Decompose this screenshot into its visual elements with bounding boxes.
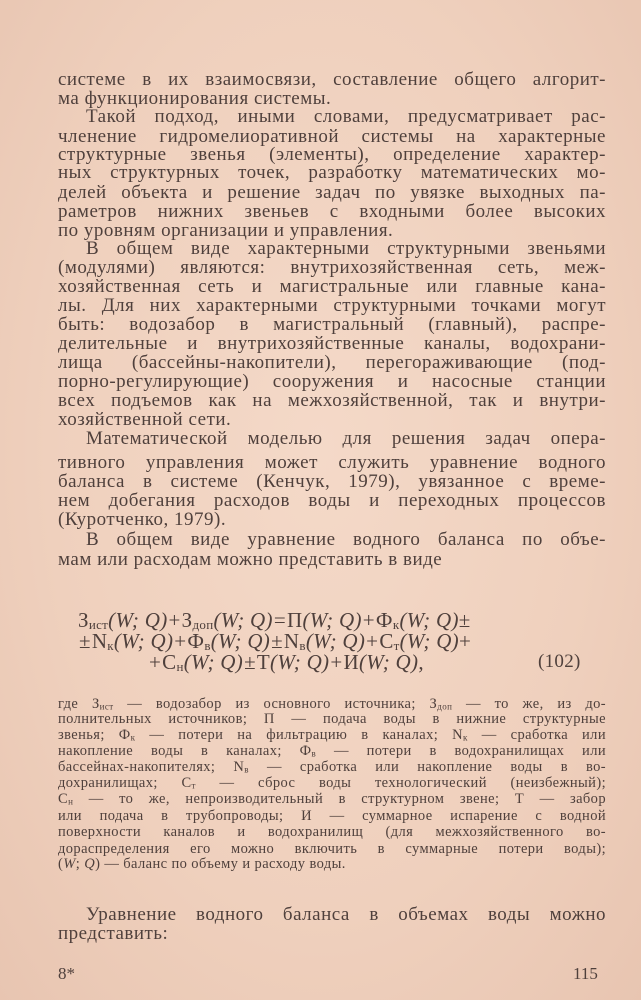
symbol: Т — [256, 650, 271, 674]
operator: + — [366, 629, 379, 653]
body-text-line: представить: — [58, 923, 169, 944]
body-text-line: лы. Для них характерными структурными точками могут — [58, 295, 606, 316]
arguments: (W; Q) — [213, 608, 273, 632]
operator: ± — [458, 608, 471, 632]
subscript: к — [107, 637, 114, 653]
operator: ± — [79, 629, 91, 653]
footnote-line: дораспределения его можно включить в суммарные потери воды); — [58, 841, 606, 857]
page-number: 115 — [573, 964, 598, 983]
operator: + — [174, 629, 187, 653]
body-text-line: быть: водозабор в магистральный (главный), распре- — [58, 314, 606, 335]
symbol: N — [91, 629, 108, 653]
body-text-line: Математической моделью для решения задач опера- — [86, 428, 606, 449]
body-text-line: членение гидромелиоративной системы на характерные — [58, 126, 606, 147]
arguments: (W; Q) — [270, 650, 330, 674]
subscript: доп — [192, 616, 214, 632]
arguments: (W; Q) — [302, 608, 362, 632]
arguments: (W; Q) — [108, 608, 168, 632]
body-text-line: раметров нижних звеньев с входными более высоких — [58, 201, 606, 222]
subscript: в — [299, 637, 306, 653]
body-text-line: лища (бассейны-накопители), перегораживающие (под- — [58, 352, 606, 373]
operator: + — [330, 650, 343, 674]
operator: , — [418, 650, 424, 674]
operator: + — [149, 650, 162, 674]
body-text-line: (модулями) являются: внутрихозяйственная сеть, меж- — [58, 257, 606, 278]
symbol: С — [379, 629, 394, 653]
footnote-line: звенья; $Ф_к$ — потери на фильтрацию в каналах; $N_к$ — сработка или — [58, 727, 606, 743]
body-text-line: структурные звенья (элементы), определение характер- — [58, 144, 606, 165]
subscript: в — [204, 637, 211, 653]
symbol: З — [181, 608, 193, 632]
body-text-line: делительные и внутрихозяйственные каналы, водохрани- — [58, 333, 606, 354]
body-text-line: В общем виде характерными структурными звеньями — [86, 238, 606, 259]
operator: = — [273, 608, 286, 632]
operator: + — [458, 629, 472, 653]
arguments: (W; Q) — [183, 650, 244, 674]
operator: + — [168, 608, 181, 632]
footnote-line: бассейнах-накопителях; $N_в$ — сработка или накопление воды в во- — [58, 759, 606, 775]
symbol: С — [162, 650, 177, 674]
symbol: N — [283, 629, 300, 653]
symbol: З — [78, 608, 89, 632]
body-text-line: ных структурных точек, разработку математических мо- — [58, 162, 606, 183]
arguments: (W; Q) — [305, 629, 366, 653]
arguments: (W; Q) — [113, 629, 174, 653]
body-text-line: по уровням организации и управления. — [58, 220, 394, 241]
subscript: к — [392, 616, 400, 632]
subscript: н — [176, 658, 184, 674]
body-text-line: делей объекта и решение задач по увязке выходных па- — [58, 182, 606, 203]
signature-mark: 8* — [58, 964, 75, 983]
body-text-line: ма функционирования системы. — [58, 88, 332, 109]
body-text-line: тивного управления может служить уравнение водного — [58, 452, 606, 473]
symbol: И — [343, 650, 359, 674]
body-text-line: порно-регулирующие) сооружения и насосные станции — [58, 371, 606, 392]
body-text-line: Такой подход, иными словами, предусматривает рас- — [86, 106, 606, 127]
body-text-line: В общем виде уравнение водного баланса по объе- — [86, 529, 606, 550]
symbol: Ф — [187, 629, 205, 653]
arguments: (W; Q) — [399, 629, 459, 653]
body-text-line: Уравнение водного баланса в объемах воды можно — [86, 904, 606, 925]
footnote-line: дохранилищах; $С_т$ — сброс воды технологический (неизбежный); — [58, 775, 606, 791]
body-text-line: хозяйственная сеть и магистральные или главные кана- — [58, 276, 606, 297]
body-text-line: баланса в системе (Кенчук, 1979), увязанное с време- — [58, 471, 606, 492]
footnote-line: $С_н$ — то же, непроизводительный в структурном звене; Т — забор — [58, 791, 606, 807]
body-text-line: мам или расходам можно представить в виде — [58, 549, 443, 570]
body-text-line: системе в их взаимосвязи, составление общего алгорит- — [58, 69, 606, 90]
footnote-line: полнительных источников; П — подача воды в нижние структурные — [58, 711, 606, 727]
footnote-line: (W; Q) — баланс по объему и расходу воды. — [58, 856, 346, 872]
equation-number: (102) — [538, 651, 581, 672]
footnote-line: или подача в трубопроводы; И — суммарное испарение с водной — [58, 808, 606, 824]
arguments: (W; Q) — [399, 608, 459, 632]
subscript: т — [393, 637, 400, 653]
operator: ± — [271, 629, 283, 653]
body-text-line: хозяйственной сети. — [58, 409, 232, 430]
symbol: П — [286, 608, 303, 632]
body-text-line: нем добегания расходов воды и переходных процессов — [58, 490, 606, 511]
arguments: (W; Q) — [358, 650, 419, 674]
footnote-line: где $З_{ист}$ — водозабор из основного источника; $З_{доп}$ — то же, из до- — [58, 696, 606, 712]
body-text-line: всех подъемов как на межхозяйственной, так и внутри- — [58, 390, 606, 411]
subscript: ист — [88, 616, 109, 632]
symbol: Ф — [375, 608, 393, 632]
footnote-line: накопление воды в каналах; $Ф_в$ — потери в водохранилищах или — [58, 743, 606, 759]
body-text-line: (Куротченко, 1979). — [58, 509, 227, 530]
arguments: (W; Q) — [210, 629, 271, 653]
operator: ± — [244, 650, 256, 674]
equation-line — [148, 650, 424, 674]
operator: + — [362, 608, 375, 632]
footnote-line: поверхности каналов и водохранилищ (для межхозяйственного во- — [58, 824, 606, 840]
